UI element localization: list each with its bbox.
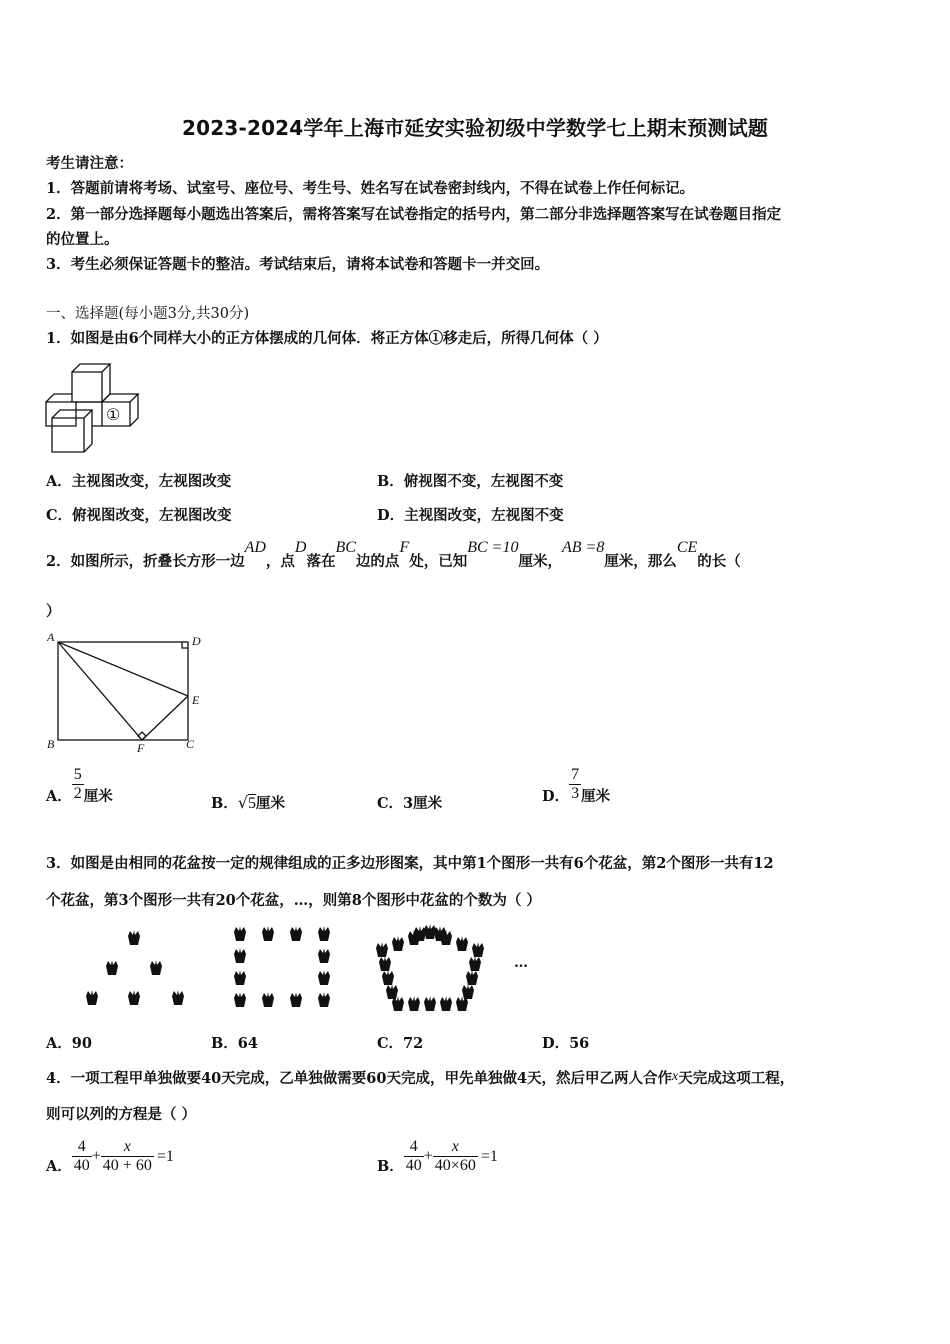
q2-option-d[interactable] bbox=[542, 766, 610, 803]
label-d: D bbox=[192, 634, 201, 648]
q2-var: CE bbox=[676, 539, 698, 556]
numerator: x bbox=[101, 1138, 154, 1157]
fraction bbox=[569, 766, 581, 803]
pattern-pentagon bbox=[376, 924, 484, 1011]
q2-text: ，点 bbox=[265, 553, 295, 570]
q2-var: D bbox=[294, 539, 307, 556]
q2-text: 的长（ bbox=[697, 553, 741, 570]
denominator: 3 bbox=[571, 785, 580, 802]
notice-heading: 考生请注意： bbox=[46, 155, 133, 172]
q2-text: 2．如图所示，折叠长方形一边 bbox=[46, 553, 245, 570]
label-b: B bbox=[47, 737, 55, 751]
fraction bbox=[72, 1138, 92, 1175]
q4-stem-line2: 则可以列的方程是（ ） bbox=[46, 1106, 197, 1123]
q4-option-b[interactable] bbox=[377, 1138, 498, 1175]
q1-option-c[interactable]: C．俯视图改变，左视图改变 bbox=[46, 507, 232, 524]
denominator: 40 bbox=[405, 1157, 422, 1174]
q2-var: AD bbox=[244, 539, 266, 556]
notice-item: 3．考生必须保证答题卡的整洁。考试结束后，请将本试卷和答题卡一并交回。 bbox=[46, 256, 550, 273]
denominator: 40 bbox=[73, 1157, 90, 1174]
q3-option-c[interactable]: C．72 bbox=[377, 1035, 424, 1052]
q3-option-d[interactable]: D．56 bbox=[542, 1035, 590, 1052]
pattern-ellipsis: … bbox=[514, 955, 528, 971]
equals: =1 bbox=[480, 1147, 498, 1165]
fraction bbox=[101, 1138, 154, 1175]
label-e: E bbox=[192, 693, 200, 707]
unit: 厘米 bbox=[581, 787, 611, 805]
q4-option-a[interactable] bbox=[46, 1138, 174, 1175]
q2-text: 厘米，那么 bbox=[604, 553, 677, 570]
q2-var: F bbox=[399, 539, 410, 556]
option-label: D． bbox=[542, 787, 570, 805]
fraction bbox=[433, 1138, 478, 1175]
option-label: A． bbox=[46, 1157, 72, 1175]
option-label: A． bbox=[46, 787, 72, 805]
q2-rectangle-figure bbox=[44, 628, 214, 756]
q2-text: 厘米， bbox=[518, 553, 562, 570]
notice-item: 2．第一部分选择题每小题选出答案后，需将答案写在试卷指定的括号内，第二部分非选择题答案写在试卷题目指定 bbox=[46, 206, 782, 223]
denominator: 40×60 bbox=[434, 1157, 476, 1174]
numerator: x bbox=[433, 1138, 478, 1157]
q2-option-c[interactable] bbox=[377, 792, 442, 813]
q2-text: 处，已知 bbox=[409, 553, 468, 570]
pattern-square bbox=[234, 926, 330, 1007]
q4-var: x bbox=[672, 1069, 679, 1084]
plus-sign: + bbox=[423, 1147, 433, 1165]
q3-pattern-figures bbox=[80, 922, 540, 1022]
q2-var: BC bbox=[335, 539, 356, 556]
numerator: 4 bbox=[72, 1138, 92, 1157]
q3-option-a[interactable]: A．90 bbox=[46, 1035, 92, 1052]
fraction bbox=[404, 1138, 424, 1175]
radicand: 5 bbox=[247, 795, 256, 812]
q1-cube-figure bbox=[44, 356, 144, 456]
cube-label: ① bbox=[106, 405, 121, 424]
q2-stem bbox=[46, 539, 741, 571]
q4-text: 4．一项工程甲单独做要40天完成，乙单独做需要60天完成，甲先单独做4天，然后甲乙两人合作 bbox=[46, 1070, 673, 1087]
notice-item: 1．答题前请将考场、试室号、座位号、考生号、姓名写在试卷密封线内，不得在试卷上作任何标记。 bbox=[46, 180, 695, 197]
section-heading: 一、选择题(每小题3分,共30分) bbox=[46, 306, 250, 322]
numerator: 7 bbox=[571, 766, 580, 783]
q1-option-b[interactable]: B．俯视图不变，左视图不变 bbox=[377, 473, 564, 490]
label-c: C bbox=[186, 737, 195, 751]
numerator: 4 bbox=[404, 1138, 424, 1157]
page-title: 2023-2024学年上海市延安实验初级中学数学七上期末预测试题 bbox=[181, 116, 769, 140]
q3-stem-line1: 3．如图是由相同的花盆按一定的规律组成的正多边形图案，其中第1个图形一共有6个花盆，第2个图形一共有12 bbox=[46, 855, 774, 872]
q3-option-b[interactable]: B．64 bbox=[211, 1035, 258, 1052]
q2-text: 边的点 bbox=[355, 553, 400, 570]
pattern-triangle bbox=[86, 930, 184, 1005]
q2-close-paren: ） bbox=[46, 603, 61, 620]
q2-option-b[interactable] bbox=[211, 792, 285, 813]
q1-stem: 1．如图是由6个同样大小的正方体摆成的几何体．将正方体①移走后，所得几何体（ ） bbox=[46, 330, 608, 347]
q2-equation: BC =10 bbox=[467, 539, 519, 556]
unit: 厘米 bbox=[83, 787, 113, 805]
q1-option-a[interactable]: A．主视图改变，左视图改变 bbox=[46, 473, 232, 490]
plus-sign: + bbox=[91, 1147, 101, 1165]
q2-equation: AB =8 bbox=[561, 539, 605, 556]
q2-text: 落在 bbox=[306, 553, 336, 570]
sqrt-sign: √ bbox=[237, 793, 248, 812]
notice-item: 的位置上。 bbox=[46, 231, 119, 248]
fraction bbox=[72, 766, 84, 803]
q4-text: 天完成这项工程， bbox=[678, 1070, 795, 1087]
label-a: A bbox=[47, 630, 55, 644]
option-text: 3厘米 bbox=[403, 795, 443, 812]
q1-option-d[interactable]: D．主视图改变，左视图不变 bbox=[377, 507, 564, 524]
label-f: F bbox=[137, 741, 145, 755]
equals: =1 bbox=[156, 1147, 174, 1165]
numerator: 5 bbox=[73, 766, 82, 783]
option-label: B． bbox=[211, 795, 238, 812]
option-label: C． bbox=[377, 795, 404, 812]
q2-option-a[interactable] bbox=[46, 766, 113, 803]
denominator: 40 + 60 bbox=[102, 1157, 152, 1174]
denominator: 2 bbox=[73, 785, 82, 802]
option-label: B． bbox=[377, 1157, 404, 1175]
q3-stem-line2: 个花盆，第3个图形一共有20个花盆，…，则第8个图形中花盆的个数为（ ） bbox=[46, 892, 541, 909]
unit: 厘米 bbox=[255, 795, 285, 812]
q4-stem-line1 bbox=[46, 1067, 794, 1088]
